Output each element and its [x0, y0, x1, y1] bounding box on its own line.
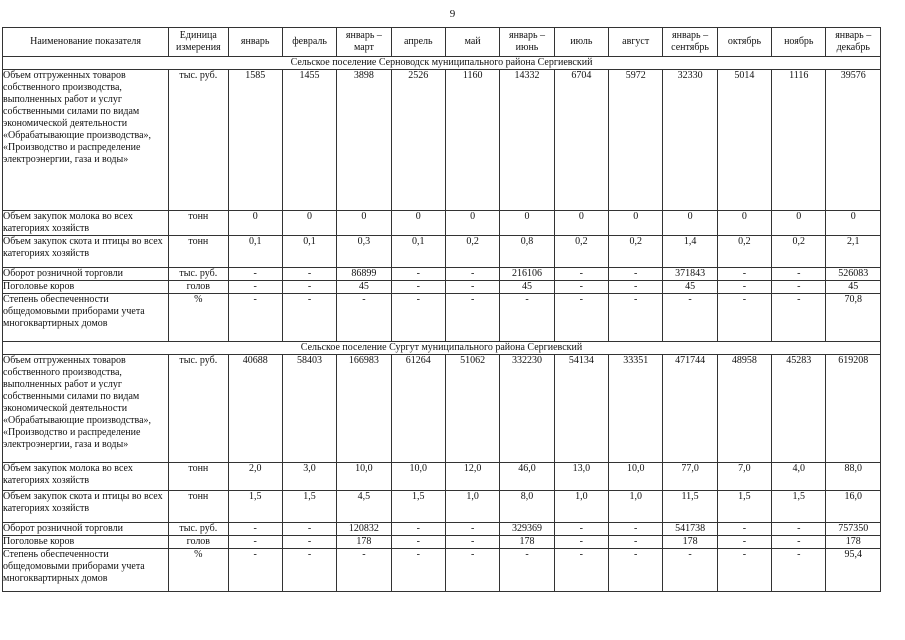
row-value: 70,8	[826, 294, 881, 342]
section-title: Сельское поселение Сургут муниципального района Сергиевский	[3, 342, 881, 355]
row-value: -	[717, 294, 771, 342]
row-value: 0,2	[554, 236, 608, 268]
row-value: 6704	[554, 70, 608, 211]
row-value: 0	[391, 211, 445, 236]
row-value: 0	[500, 211, 554, 236]
row-unit: голов	[169, 281, 228, 294]
header-month: январь	[228, 28, 282, 57]
row-value: -	[282, 549, 336, 592]
row-value: -	[445, 549, 499, 592]
table-row	[3, 236, 881, 268]
row-value: 1585	[228, 70, 282, 211]
row-value: 46,0	[500, 463, 554, 491]
row-value: 2,1	[826, 236, 881, 268]
row-value: -	[228, 536, 282, 549]
row-value: 4,5	[337, 491, 391, 523]
indicators-table	[2, 27, 881, 592]
section-header-row	[3, 57, 881, 70]
row-value: 1,0	[609, 491, 663, 523]
page-number: 9	[449, 8, 456, 20]
row-value: 1,5	[717, 491, 771, 523]
row-value: 0	[282, 211, 336, 236]
row-value: 1,5	[228, 491, 282, 523]
row-value: 120832	[337, 523, 391, 536]
table-row	[3, 70, 881, 211]
row-value: -	[228, 523, 282, 536]
row-value: -	[228, 294, 282, 342]
row-value: -	[717, 523, 771, 536]
header-month: январь – сентябрь	[663, 28, 717, 57]
row-value: -	[337, 294, 391, 342]
row-label: Объем отгруженных товаров собственного производства, выполненных работ и услуг собственными силами по видам экономической деятельности «Обрабатывающие производства», «Производство и распределение электроэнергии, газа и воды»	[3, 70, 169, 211]
row-value: -	[772, 549, 826, 592]
row-value: 0	[772, 211, 826, 236]
row-label: Объем закупок скота и птицы во всех категориях хозяйств	[3, 236, 169, 268]
row-value: -	[228, 549, 282, 592]
row-unit: тыс. руб.	[169, 355, 228, 463]
row-value: 58403	[282, 355, 336, 463]
row-value: 178	[826, 536, 881, 549]
row-value: 48958	[717, 355, 771, 463]
row-value: -	[663, 549, 717, 592]
row-value: -	[282, 536, 336, 549]
row-value: 2526	[391, 70, 445, 211]
row-value: -	[391, 294, 445, 342]
row-value: 51062	[445, 355, 499, 463]
row-label: Степень обеспеченности общедомовыми приборами учета многоквартирных домов	[3, 549, 169, 592]
row-value: 14332	[500, 70, 554, 211]
row-value: 45	[500, 281, 554, 294]
row-value: -	[282, 268, 336, 281]
row-value: -	[717, 268, 771, 281]
row-value: -	[391, 268, 445, 281]
row-value: -	[391, 281, 445, 294]
row-value: 0	[609, 211, 663, 236]
row-value: 40688	[228, 355, 282, 463]
row-label: Оборот розничной торговли	[3, 523, 169, 536]
row-value: 166983	[337, 355, 391, 463]
row-value: -	[445, 281, 499, 294]
row-value: 541738	[663, 523, 717, 536]
row-value: 216106	[500, 268, 554, 281]
row-value: -	[500, 549, 554, 592]
row-value: 45	[663, 281, 717, 294]
row-value: -	[554, 294, 608, 342]
row-label: Объем закупок молока во всех категориях хозяйств	[3, 463, 169, 491]
row-value: -	[663, 294, 717, 342]
table-row	[3, 211, 881, 236]
row-value: -	[554, 281, 608, 294]
header-month: январь – март	[337, 28, 391, 57]
row-value: 178	[337, 536, 391, 549]
table-row	[3, 491, 881, 523]
row-value: 0	[337, 211, 391, 236]
row-value: 5972	[609, 70, 663, 211]
row-value: 178	[663, 536, 717, 549]
row-value: 371843	[663, 268, 717, 281]
row-value: 88,0	[826, 463, 881, 491]
row-value: 45	[337, 281, 391, 294]
row-label: Оборот розничной торговли	[3, 268, 169, 281]
table-row	[3, 549, 881, 592]
row-value: -	[609, 549, 663, 592]
row-value: -	[228, 281, 282, 294]
row-label: Объем отгруженных товаров собственного производства, выполненных работ и услуг собственными силами по видам экономической деятельности «Обрабатывающие производства», «Производство и распределение электроэнергии, газа и воды»	[3, 355, 169, 463]
row-value: 1,0	[554, 491, 608, 523]
row-value: 329369	[500, 523, 554, 536]
row-value: -	[609, 281, 663, 294]
table-body	[3, 57, 881, 592]
row-value: 471744	[663, 355, 717, 463]
row-value: 1,4	[663, 236, 717, 268]
table-row	[3, 281, 881, 294]
row-value: 1,5	[772, 491, 826, 523]
header-month: октябрь	[717, 28, 771, 57]
row-value: -	[717, 281, 771, 294]
row-value: -	[445, 536, 499, 549]
header-month: январь – июнь	[500, 28, 554, 57]
section-title: Сельское поселение Серноводск муниципального района Сергиевский	[3, 57, 881, 70]
header-name: Наименование показателя	[3, 28, 169, 57]
row-value: -	[391, 523, 445, 536]
row-value: 32330	[663, 70, 717, 211]
row-value: -	[282, 281, 336, 294]
row-value: 8,0	[500, 491, 554, 523]
row-value: -	[554, 523, 608, 536]
table-row	[3, 355, 881, 463]
row-value: 7,0	[717, 463, 771, 491]
row-value: 54134	[554, 355, 608, 463]
header-month: февраль	[282, 28, 336, 57]
row-value: 13,0	[554, 463, 608, 491]
row-unit: тыс. руб.	[169, 523, 228, 536]
row-value: -	[772, 268, 826, 281]
row-value: 33351	[609, 355, 663, 463]
row-label: Степень обеспеченности общедомовыми приборами учета многоквартирных домов	[3, 294, 169, 342]
row-unit: %	[169, 294, 228, 342]
row-value: 0	[663, 211, 717, 236]
row-value: 12,0	[445, 463, 499, 491]
table-row	[3, 268, 881, 281]
row-value: 39576	[826, 70, 881, 211]
row-value: 11,5	[663, 491, 717, 523]
row-value: -	[717, 536, 771, 549]
row-value: 332230	[500, 355, 554, 463]
row-value: 45283	[772, 355, 826, 463]
table-row	[3, 536, 881, 549]
row-value: -	[772, 294, 826, 342]
row-value: 0	[826, 211, 881, 236]
row-value: -	[445, 523, 499, 536]
row-value: 3898	[337, 70, 391, 211]
row-value: -	[445, 268, 499, 281]
row-value: -	[609, 268, 663, 281]
row-value: -	[500, 294, 554, 342]
row-value: 1,5	[282, 491, 336, 523]
row-label: Объем закупок молока во всех категориях хозяйств	[3, 211, 169, 236]
row-value: 1,5	[391, 491, 445, 523]
row-unit: голов	[169, 536, 228, 549]
row-value: 1455	[282, 70, 336, 211]
row-value: 0	[554, 211, 608, 236]
header-row	[3, 28, 881, 57]
row-value: 757350	[826, 523, 881, 536]
row-unit: тонн	[169, 236, 228, 268]
row-value: 10,0	[609, 463, 663, 491]
row-value: 1,0	[445, 491, 499, 523]
row-value: 61264	[391, 355, 445, 463]
row-value: -	[554, 268, 608, 281]
table-row	[3, 523, 881, 536]
row-value: -	[717, 549, 771, 592]
row-value: 2,0	[228, 463, 282, 491]
row-value: 77,0	[663, 463, 717, 491]
row-value: 1160	[445, 70, 499, 211]
row-value: 0,1	[282, 236, 336, 268]
row-value: 5014	[717, 70, 771, 211]
header-month: август	[609, 28, 663, 57]
row-unit: тыс. руб.	[169, 268, 228, 281]
row-value: -	[282, 294, 336, 342]
row-value: 0	[717, 211, 771, 236]
header-month: июль	[554, 28, 608, 57]
row-value: 526083	[826, 268, 881, 281]
row-value: 0,2	[445, 236, 499, 268]
row-value: 4,0	[772, 463, 826, 491]
row-unit: тонн	[169, 463, 228, 491]
row-value: -	[772, 281, 826, 294]
row-value: 0,8	[500, 236, 554, 268]
header-month: январь – декабрь	[826, 28, 881, 57]
row-value: 619208	[826, 355, 881, 463]
row-value: 10,0	[391, 463, 445, 491]
row-value: 45	[826, 281, 881, 294]
row-label: Поголовье коров	[3, 281, 169, 294]
row-label: Объем закупок скота и птицы во всех категориях хозяйств	[3, 491, 169, 523]
row-value: 0,2	[772, 236, 826, 268]
row-value: -	[609, 536, 663, 549]
row-unit: тонн	[169, 211, 228, 236]
row-value: 3,0	[282, 463, 336, 491]
row-unit: %	[169, 549, 228, 592]
section-header-row	[3, 342, 881, 355]
row-value: 0,1	[228, 236, 282, 268]
row-value: 86899	[337, 268, 391, 281]
header-unit: Единица измерения	[169, 28, 228, 57]
row-value: 178	[500, 536, 554, 549]
row-unit: тыс. руб.	[169, 70, 228, 211]
row-value: 95,4	[826, 549, 881, 592]
row-value: 0,2	[609, 236, 663, 268]
row-value: -	[772, 523, 826, 536]
row-value: -	[391, 536, 445, 549]
table-row	[3, 294, 881, 342]
row-value: -	[609, 294, 663, 342]
row-value: 10,0	[337, 463, 391, 491]
row-value: 0	[445, 211, 499, 236]
row-value: 0,1	[391, 236, 445, 268]
row-unit: тонн	[169, 491, 228, 523]
table-row	[3, 463, 881, 491]
row-value: -	[554, 549, 608, 592]
row-value: -	[609, 523, 663, 536]
row-value: -	[772, 536, 826, 549]
row-value: 0	[228, 211, 282, 236]
row-value: -	[554, 536, 608, 549]
row-label: Поголовье коров	[3, 536, 169, 549]
header-month: ноябрь	[772, 28, 826, 57]
row-value: 0,3	[337, 236, 391, 268]
row-value: -	[445, 294, 499, 342]
row-value: 1116	[772, 70, 826, 211]
header-month: апрель	[391, 28, 445, 57]
row-value: 0,2	[717, 236, 771, 268]
header-month: май	[445, 28, 499, 57]
row-value: -	[228, 268, 282, 281]
row-value: -	[282, 523, 336, 536]
row-value: -	[391, 549, 445, 592]
row-value: 16,0	[826, 491, 881, 523]
row-value: -	[337, 549, 391, 592]
